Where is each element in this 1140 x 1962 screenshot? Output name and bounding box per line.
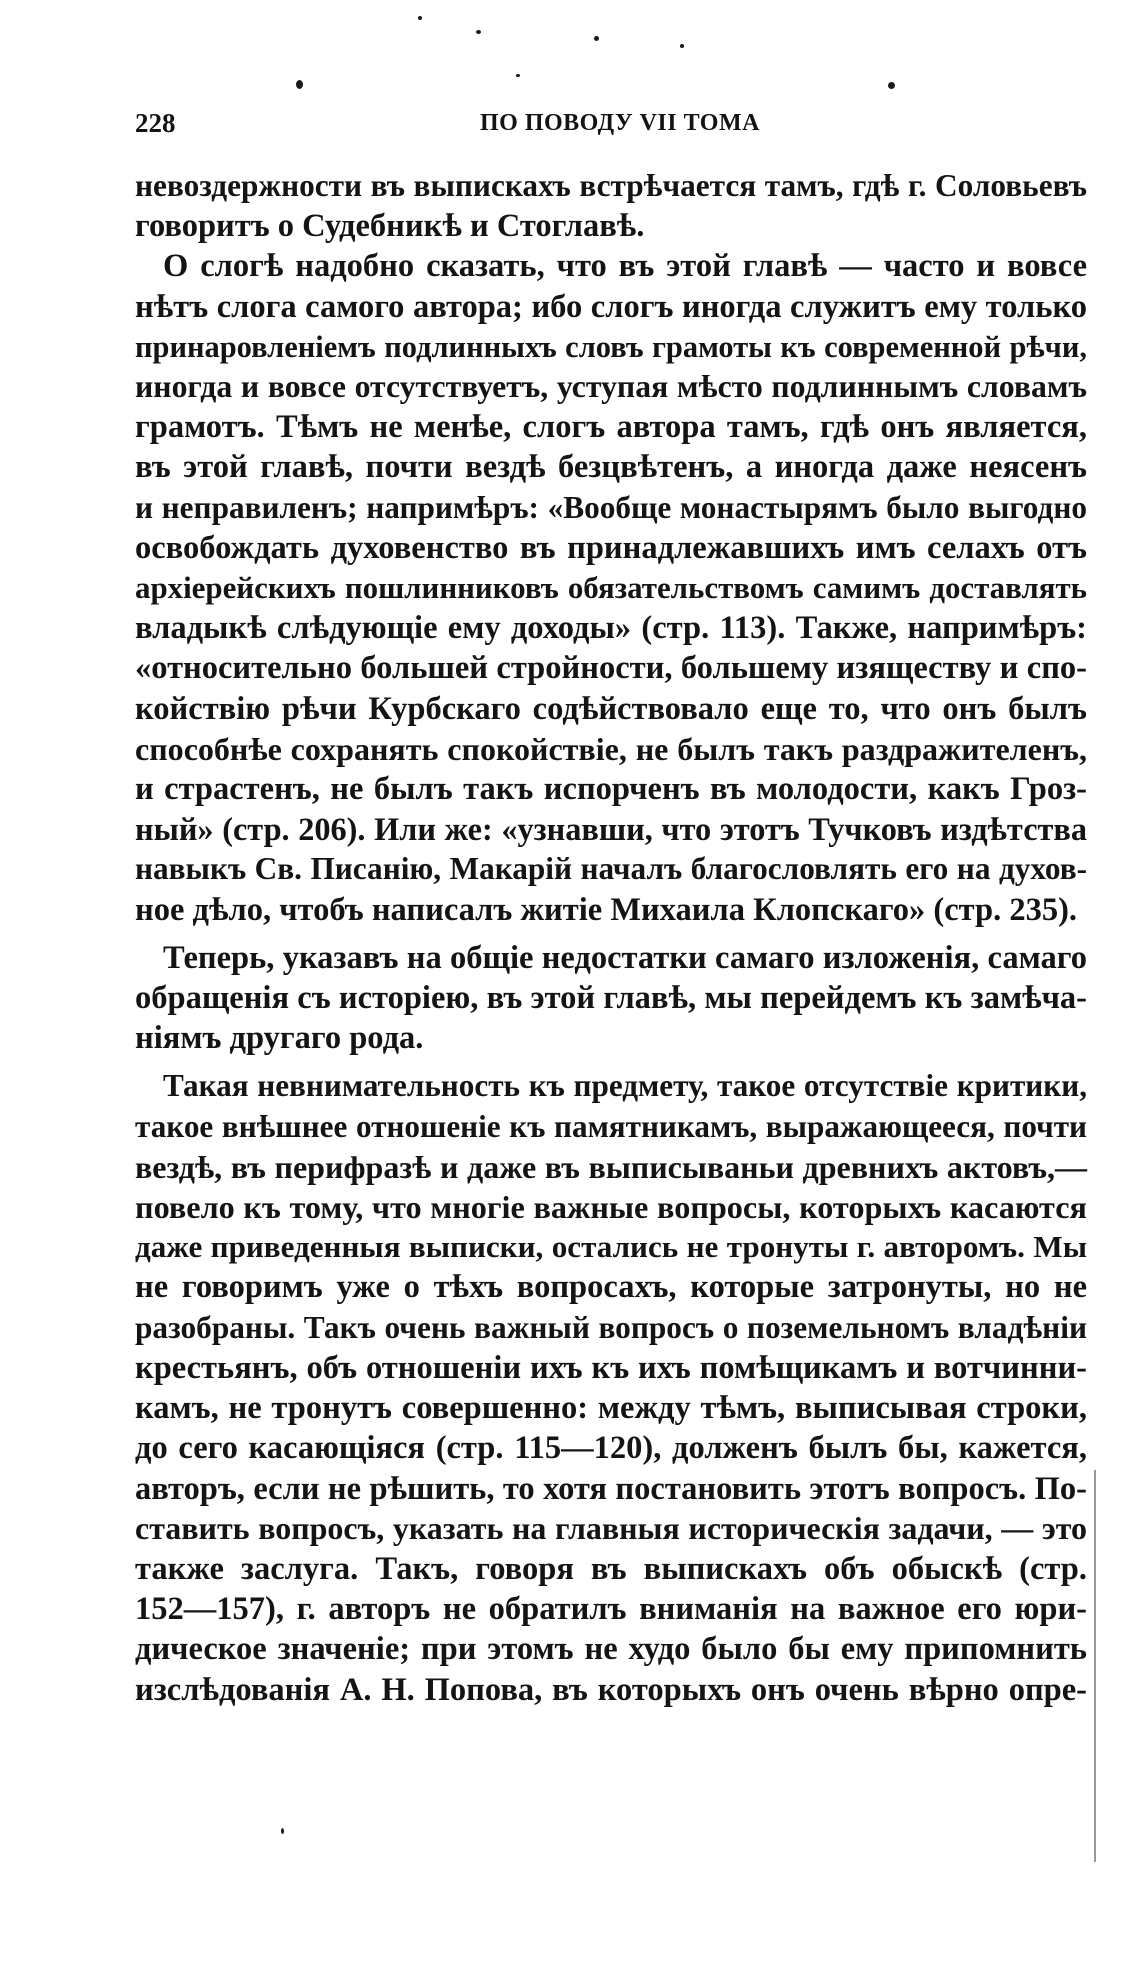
text-line: даже приведенныя выписки, остались не тронуты г. авторомъ. Мы [135, 1229, 1087, 1265]
text-line: нѣтъ слога самого автора; ибо слогъ иногда служитъ ему только [135, 288, 1087, 325]
scan-speck [476, 30, 481, 34]
text-line: Теперь, указавъ на общіе недостатки самаго изложенія, самаго [163, 939, 1087, 976]
text-line: въ этой главѣ, почти вездѣ безцвѣтенъ, а иногда даже неясенъ [135, 449, 1087, 486]
text-line: изслѣдованія А. Н. Попова, въ которыхъ онъ очень вѣрно опре- [135, 1671, 1087, 1708]
text-line: ніямъ другаго рода. [135, 1020, 424, 1057]
text-line: освобождать духовенство въ принадлежавшихъ имъ селахъ отъ [135, 529, 1087, 566]
text-line: Такая невнимательность къ предмету, такое отсутствіе критики, [163, 1068, 1087, 1104]
text-line: обращенія съ исторіею, въ этой главѣ, мы перейдемъ къ замѣча- [135, 980, 1087, 1017]
scan-speck [418, 16, 422, 20]
text-line: принаровленіемъ подлинныхъ словъ грамоты къ современной рѣчи, [135, 329, 1087, 364]
text-line: грамотъ. Тѣмъ не менѣе, слогъ автора тамъ, гдѣ онъ является, [135, 409, 1087, 446]
text-line: О слогѣ надобно сказать, что въ этой главѣ — часто и вовсе [163, 248, 1087, 285]
text-line: разобраны. Такъ очень важный вопросъ о поземельномъ владѣніи [135, 1309, 1087, 1345]
text-line: архіерейскихъ пошлинниковъ обязательствомъ самимъ доставлять [135, 570, 1087, 606]
text-line: навыкъ Св. Писанію, Макарій началъ благословлять его на духов- [135, 851, 1087, 887]
scan-speck [594, 36, 599, 41]
text-line: также заслуга. Такъ, говоря въ выпискахъ объ обыскѣ (стр. [135, 1550, 1087, 1587]
text-line: ставить вопросъ, указать на главныя историческія задачи, — это [135, 1510, 1087, 1546]
text-line: камъ, не тронутъ совершенно: между тѣмъ, выписывая строки, [135, 1390, 1087, 1427]
scan-speck [680, 44, 684, 48]
text-line: и страстенъ, не былъ такъ испорченъ въ молодости, какъ Гроз- [135, 771, 1087, 808]
text-line: до сего касающіяся (стр. 115—120), долженъ былъ бы, кажется, [135, 1430, 1087, 1467]
text-line: не говоримъ уже о тѣхъ вопросахъ, которые затронуты, но не [135, 1269, 1087, 1306]
text-line: невоздержности въ выпискахъ встрѣчается тамъ, гдѣ г. Соловьевъ [135, 168, 1087, 203]
text-line: крестьянъ, объ отношеніи ихъ къ ихъ помѣщикамъ и вотчинни- [135, 1349, 1087, 1386]
text-line: «относительно большей стройности, большему изяществу и спо- [135, 650, 1087, 687]
text-line: иногда и вовсе отсутствуетъ, уступая мѣсто подлиннымъ словамъ [135, 369, 1087, 405]
scan-speck [281, 1828, 284, 1834]
body-text [135, 166, 1087, 1710]
text-line: такое внѣшнее отношеніе къ памятникамъ, выражающееся, почти [135, 1108, 1087, 1144]
scan-margin-rule [1094, 1470, 1096, 1862]
text-line: и неправиленъ; напримѣръ: «Вообще монастырямъ было выгодно [135, 489, 1087, 525]
text-line: ное дѣло, чтобъ написалъ житіе Михаила Клопскаго» (стр. 235). [135, 891, 1078, 928]
running-title: ПО ПОВОДУ VII ТОМА [480, 110, 760, 136]
page-number: 228 [135, 108, 176, 138]
text-line: койствію рѣчи Курбскаго содѣйствовало еще то, что онъ былъ [135, 690, 1087, 727]
text-line: говоритъ о Судебникѣ и Стоглавѣ. [135, 208, 645, 245]
text-line: вездѣ, въ перифразѣ и даже въ выписываньи древнихъ актовъ,— [135, 1148, 1087, 1185]
page-header [135, 108, 780, 148]
text-line: способнѣе сохранять спокойствіе, не былъ такъ раздражителенъ, [135, 730, 1087, 767]
scan-speck [888, 82, 895, 89]
text-line: повело къ тому, что многіе важные вопросы, которыхъ касаются [135, 1189, 1087, 1226]
scan-speck [296, 80, 303, 89]
text-line: 152—157), г. авторъ не обратилъ вниманія на важное его юри- [135, 1591, 1087, 1628]
text-line: ный» (стр. 206). Или же: «узнавши, что этотъ Тучковъ издѣтства [135, 811, 1087, 848]
text-line: дическое значеніе; при этомъ не худо было бы ему припомнить [135, 1631, 1087, 1668]
text-line: авторъ, если не рѣшить, то хотя постановить этотъ вопросъ. По- [135, 1470, 1087, 1507]
text-line: владыкѣ слѣдующіе ему доходы» (стр. 113). Также, напримѣръ: [135, 610, 1087, 647]
scan-speck [516, 74, 520, 77]
